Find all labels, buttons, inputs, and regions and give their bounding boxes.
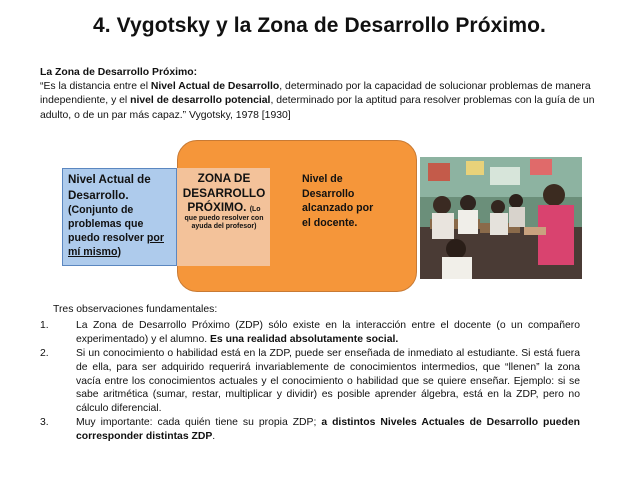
item-body — [76, 347, 580, 417]
actual-subtitle — [68, 203, 176, 259]
list-item — [40, 416, 580, 444]
item-text: Si un conocimiento o habilidad está en la ZDP, puede ser enseñada de inmediato al estudiante. Si está fuera de ella, para ser adquirido requerirá invariablemente de conocimientos intermedios, que “llenen” la zona vacía entre los conocimientos actuales y el conocimiento o habilidad que se quiere enseñar. Ejemplo: si se sabe aritmética (sumar, restar, multiplicar y dividir) es posible aprender álgebra, está en la ZDP, pero no cálculo diferencial. — [76, 347, 580, 415]
actual-development-label — [68, 172, 176, 259]
actual-sub-text: (Conjunto de problemas que puedo resolver — [68, 204, 144, 244]
page-title: 4. Vygotsky y la Zona de Desarrollo Próximo. — [93, 14, 546, 37]
actual-sub-underlined: por mí mismo — [68, 232, 164, 258]
zdp-label — [180, 171, 268, 232]
observations-list — [40, 319, 580, 444]
definition-subheading: La Zona de Desarrollo Próximo: — [40, 67, 198, 78]
quote-part-2: , determinado por la capacidad de solucionar problemas de manera independiente, y el — [40, 81, 591, 107]
quote-bold-2: nivel de desarrollo potencial — [130, 95, 271, 107]
item-text: Muy importante: cada quién tiene su propia ZDP; — [76, 417, 322, 429]
definition-quote — [40, 80, 600, 123]
actual-sub-end: ) — [117, 246, 121, 258]
classroom-photo — [420, 157, 582, 279]
item-body — [76, 319, 580, 347]
item-body — [76, 416, 580, 444]
item-text: La Zona de Desarrollo Próximo (ZDP) sólo existe en la interacción entre el docente (o un compañero experimentado) y el alumno. — [76, 319, 580, 345]
item-number: 2. — [40, 347, 49, 359]
list-item — [40, 347, 580, 417]
potential-label: Nivel de Desarrollo alcanzado por el docente. — [302, 173, 374, 229]
definition-block — [40, 66, 600, 123]
item-bold: a distintos Niveles Actuales de Desarrollo pueden corresponder distintas ZDP — [76, 417, 580, 443]
quote-part-1: “Es la distancia entre el — [40, 81, 151, 93]
item-bold: Es una realidad absolutamente social. — [210, 333, 399, 345]
zdp-small-text: que puedo resolver con ayuda del profesor) — [184, 214, 264, 231]
quote-bold-1: Nivel Actual de Desarrollo — [150, 81, 280, 93]
observations-lead: Tres observaciones fundamentales: — [53, 304, 218, 315]
list-item — [40, 319, 580, 347]
zdp-small-open: (Lo — [249, 206, 261, 213]
quote-part-3: , determinado por la aptitud para resolver problemas con la guía de un adulto, o de un par más capaz.” Vygotsky, 1978 [1930] — [40, 95, 595, 121]
item-number: 1. — [40, 319, 49, 331]
actual-title: Nivel Actual de Desarrollo. — [68, 173, 151, 202]
zdp-title: ZONA DE DESARROLLO PRÓXIMO. — [182, 171, 266, 214]
item-end: . — [212, 431, 216, 443]
item-number: 3. — [40, 417, 49, 429]
classroom-photo-art — [420, 157, 582, 279]
observations-block — [40, 303, 580, 444]
